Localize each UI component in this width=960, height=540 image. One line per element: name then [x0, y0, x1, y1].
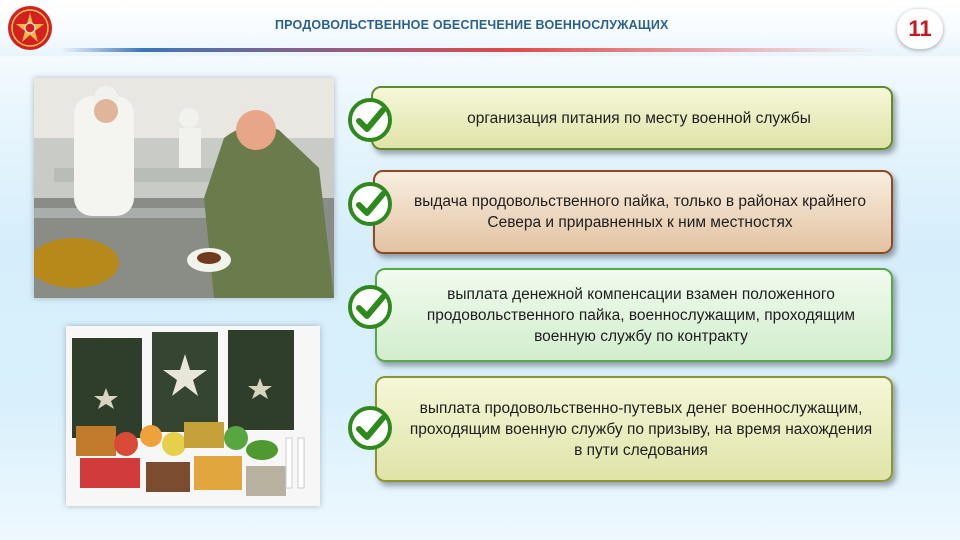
check-icon	[346, 283, 394, 331]
emblem-logo	[6, 4, 54, 52]
item-card-2	[373, 170, 893, 254]
page-title: ПРОДОВОЛЬСТВЕННОЕ ОБЕСПЕЧЕНИЕ ВОЕННОСЛУЖАЩИХ	[275, 18, 669, 32]
item-card-4	[375, 376, 893, 482]
item-text: выплата денежной компенсации взамен положенного продовольственного пайка, военнослужащим, проходящим военную службу по контракту	[426, 285, 856, 345]
item-text: выдача продовольственного пайка, только в районах крайнего Севера и приравненных к ним местностях	[414, 193, 866, 231]
canteen-photo	[34, 78, 334, 298]
item-card-3	[375, 268, 893, 362]
item-text: организация питания по месту военной службы	[467, 109, 811, 127]
item-text: выплата продовольственно-путевых денег военнослужащим, проходящим военную службу по призыву, на время нахождения в пути следования	[409, 399, 873, 459]
check-icon	[346, 96, 394, 144]
header-divider	[60, 48, 880, 52]
check-icon	[346, 404, 394, 452]
item-card-1	[371, 86, 893, 150]
ration-packs-photo	[66, 326, 320, 506]
check-icon	[346, 180, 394, 228]
page-number-badge: 11	[897, 9, 943, 49]
